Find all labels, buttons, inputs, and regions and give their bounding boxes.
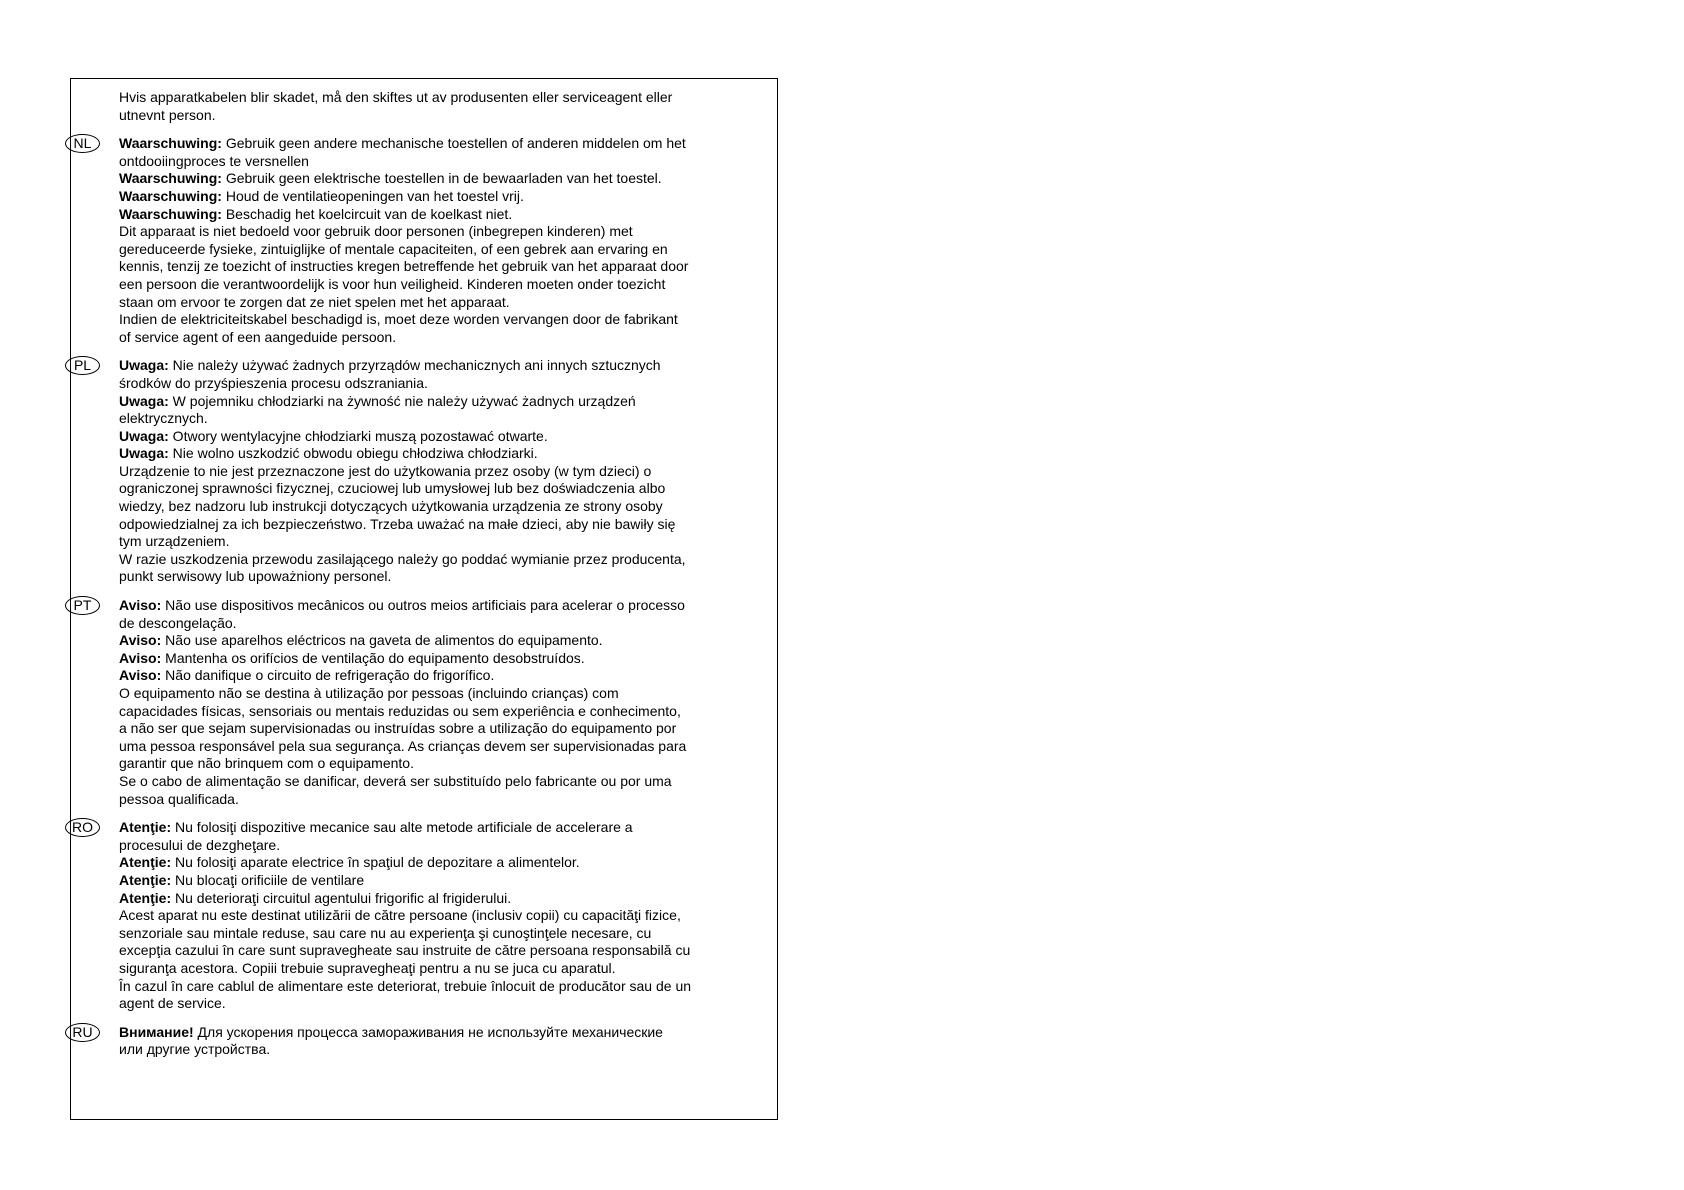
line-text: Não use aparelhos eléctricos na gaveta de alimentos do equipamento. [161,632,603,649]
warning-label: Atenţie: [119,871,172,888]
document-body [71,89,777,1059]
text-line [71,960,777,978]
section-gap [71,124,777,135]
line-text: garantir que não brinquem com o equipamento. [119,755,414,772]
line-text: senzoriale sau mintale reduse, sau care nu au experienţa şi cunoştinţele necesare, cu [119,924,652,941]
text-line [71,206,777,224]
language-section-pt [71,597,777,808]
warning-label: Aviso: [119,632,162,649]
text-line [71,632,777,650]
warning-label: Uwaga: [119,427,169,444]
line-text: tym urządzeniem. [119,533,230,550]
text-line [71,1024,777,1042]
language-code-badge: PT [65,596,100,615]
text-line [71,393,777,411]
line-text: kennis, tenzij ze toezicht of instructies kregen betreffende het gebruik van het apparaat door [119,258,689,275]
line-text: capacidades físicas, sensoriais ou mentais reduzidas ou sem experiência e conhecimento, [119,702,681,719]
line-text: gereduceerde fysieke, zintuiglijke of mentale capaciteiten, of een gebrek aan ervaring en [119,240,668,257]
text-line [71,925,777,943]
line-text: staan om ervoor te zorgen dat ze niet spelen met het apparaat. [119,293,510,310]
line-text: Não danifique o circuito de refrigeração do frigorífico. [161,667,495,684]
line-text: W razie uszkodzenia przewodu zasilającego należy go poddać wymianie przez producenta, [119,550,686,567]
line-text: Gebruik geen elektrische toestellen in de bewaarladen van het toestel. [221,170,662,187]
text-line [71,872,777,890]
warning-label: Aviso: [119,667,162,684]
line-text: Indien de elektriciteitskabel beschadigd is, moet deze worden vervangen door de fabrikant [119,311,678,328]
section-gap [71,1013,777,1024]
line-text: Beschadig het koelcircuit van de koelkast niet. [221,205,513,222]
text-line [71,153,777,171]
text-line [71,89,777,107]
line-text: siguranţa acestora. Copiii trebuie supravegheaţi pentru a nu se juca cu aparatul. [119,959,616,976]
text-line [71,942,777,960]
text-line [71,890,777,908]
line-text: Acest aparat nu este destinat utilizării de către persoane (inclusiv copii) cu capacităţi fizice, [119,907,681,924]
warning-label: Waarschuwing: [119,205,222,222]
text-line [71,135,777,153]
section-gap [71,346,777,357]
line-text: Otwory wentylacyjne chłodziarki muszą pozostawać otwarte. [168,427,548,444]
line-text: elektrycznych. [119,410,208,427]
text-line [71,428,777,446]
language-section [71,89,777,124]
warning-label: Atenţie: [119,819,172,836]
text-line [71,329,777,347]
line-text: Для ускорения процесса замораживания не используйте механические [193,1023,663,1040]
language-code-badge: RO [65,818,100,837]
text-line [71,357,777,375]
warning-label: Uwaga: [119,392,169,409]
line-text: excepţia cazului în care sunt supravegheate sau instruite de către persoana responsabilă cu [119,942,691,959]
language-section-ro [71,819,777,1013]
text-line [71,819,777,837]
line-text: a não ser que sejam supervisionadas ou instruídas sobre a utilização do equipamento por [119,720,677,737]
language-section-pl [71,357,777,586]
text-line [71,597,777,615]
text-line [71,995,777,1013]
line-text: Nu folosiţi dispozitive mecanice sau alte metode artificiale de accelerare a [171,819,633,836]
line-text: или другие устройства. [119,1041,271,1058]
text-line [71,650,777,668]
warning-label: Atenţie: [119,854,172,871]
line-text: agent de service. [119,995,226,1012]
line-text: Se o cabo de alimentação se danificar, deverá ser substituído pelo fabricante ou por uma [119,772,672,789]
text-line [71,720,777,738]
language-code-badge: RU [65,1023,100,1042]
text-line [71,773,777,791]
text-line [71,551,777,569]
line-text: Urządzenie to nie jest przeznaczone jest do użytkowania przez osoby (w tym dzieci) o [119,462,652,479]
warning-label: Waarschuwing: [119,170,222,187]
text-line [71,791,777,809]
line-text: Houd de ventilatieopeningen van het toestel vrij. [221,187,524,204]
text-line [71,311,777,329]
line-text: punkt serwisowy lub upoważniony personel. [119,568,392,585]
line-text: een persoon die verantwoordelijk is voor hun veiligheid. Kinderen moeten onder toezicht [119,275,666,292]
text-line [71,258,777,276]
warning-label: Waarschuwing: [119,187,222,204]
language-section-ru [71,1024,777,1059]
text-line [71,615,777,633]
text-line [71,276,777,294]
text-line [71,568,777,586]
line-text: ontdooiingproces te versnellen [119,152,309,169]
text-line [71,410,777,428]
language-section-nl [71,135,777,346]
line-text: W pojemniku chłodziarki na żywność nie należy używać żadnych urządzeń [168,392,636,409]
line-text: Nie należy używać żadnych przyrządów mechanicznych ani innych sztucznych [168,357,661,374]
text-line [71,516,777,534]
text-line [71,837,777,855]
text-line [71,107,777,125]
line-text: odpowiedzialnej za ich bezpieczeństwo. Trzeba uważać na małe dzieci, aby nie bawiły się [119,515,676,532]
line-text: środków do przyśpieszenia procesu odszraniania. [119,374,428,391]
text-line [71,854,777,872]
text-line [71,445,777,463]
warning-label: Внимание! [119,1023,194,1040]
line-text: procesului de dezgheţare. [119,836,281,853]
text-line [71,188,777,206]
text-line [71,685,777,703]
document-frame [70,78,778,1120]
language-code-badge: PL [65,356,100,375]
text-line [71,907,777,925]
section-gap [71,808,777,819]
warning-label: Uwaga: [119,357,169,374]
line-text: Não use dispositivos mecânicos ou outros meios artificiais para acelerar o processo [161,597,685,614]
text-line [71,294,777,312]
line-text: wiedzy, bez nadzoru lub instrukcji dotyczących użytkowania urządzenia ze strony osoby [119,498,663,515]
text-line [71,170,777,188]
line-text: of service agent of een aangeduide persoon. [119,328,397,345]
line-text: pessoa qualificada. [119,790,239,807]
text-line [71,533,777,551]
text-line [71,463,777,481]
warning-label: Aviso: [119,649,162,666]
line-text: În cazul în care cablul de alimentare este deteriorat, trebuie înlocuit de producător sau de un [119,977,692,994]
line-text: Nu deterioraţi circuitul agentului frigorific al frigiderului. [171,889,512,906]
text-line [71,498,777,516]
text-line [71,667,777,685]
warning-label: Aviso: [119,597,162,614]
line-text: de descongelação. [119,614,237,631]
line-text: ograniczonej sprawności fizycznej, czuciowej lub umysłowej lub bez doświadczenia albo [119,480,666,497]
line-text: Mantenha os orifícios de ventilação do equipamento desobstruídos. [161,649,585,666]
section-gap [71,586,777,597]
line-text: O equipamento não se destina à utilização por pessoas (incluindo crianças) com [119,685,619,701]
warning-label: Atenţie: [119,889,172,906]
line-text: Nie wolno uszkodzić obwodu obiegu chłodziwa chłodziarki. [168,445,538,462]
line-text: Hvis apparatkabelen blir skadet, må den skiftes ut av produsenten eller serviceagent eller [119,89,673,105]
line-text: utnevnt person. [119,106,216,123]
language-code-badge: NL [65,134,100,153]
line-text: uma pessoa responsável pela sua segurança. As crianças devem ser supervisionadas para [119,737,687,754]
text-line [71,755,777,773]
line-text: Nu blocaţi orificiile de ventilare [171,871,365,888]
text-line [71,978,777,996]
line-text: Gebruik geen andere mechanische toestellen of anderen middelen om het [221,135,686,152]
line-text: Dit apparaat is niet bedoeld voor gebruik door personen (inbegrepen kinderen) met [119,223,633,240]
line-text: Nu folosiţi aparate electrice în spaţiul de depozitare a alimentelor. [171,854,580,871]
text-line [71,480,777,498]
warning-label: Waarschuwing: [119,135,222,152]
text-line [71,375,777,393]
text-line [71,738,777,756]
warning-label: Uwaga: [119,445,169,462]
text-line [71,223,777,241]
text-line [71,241,777,259]
text-line [71,1041,777,1059]
text-line [71,703,777,721]
